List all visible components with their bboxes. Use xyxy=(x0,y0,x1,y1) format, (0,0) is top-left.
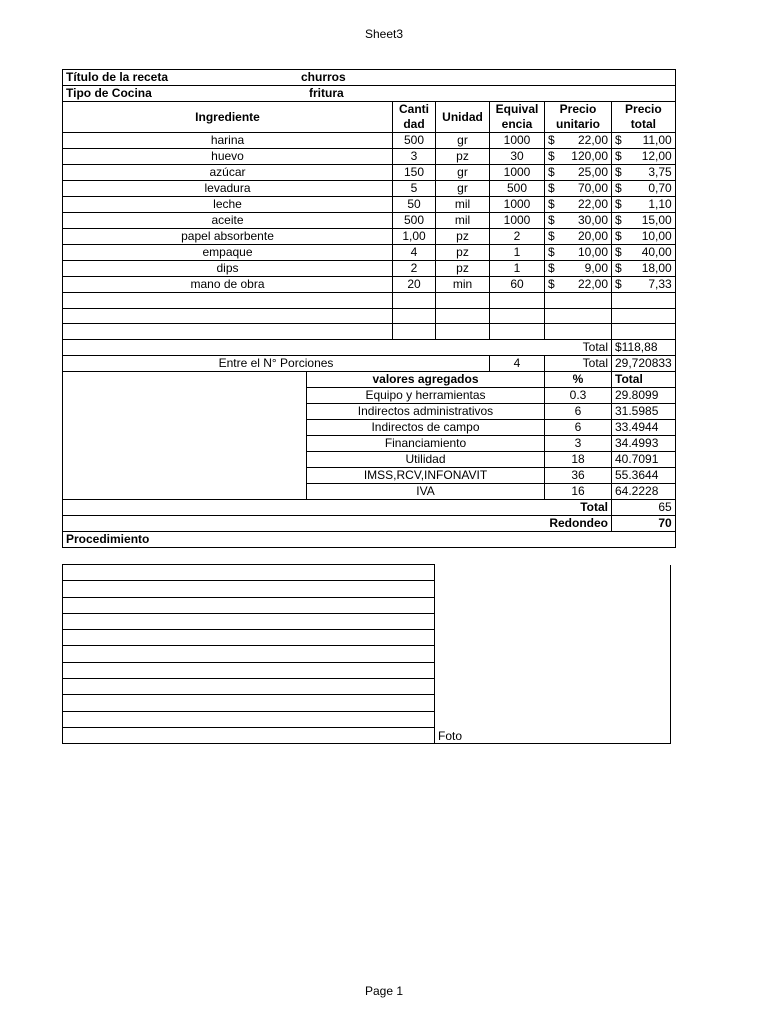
ingredient-equiv: 60 xyxy=(490,277,545,293)
col-header-cantidad: Canti dad xyxy=(393,102,436,133)
ingredient-total-price: $ 18,00 xyxy=(612,261,676,277)
ingredient-name: harina xyxy=(63,133,393,149)
ingredient-qty: 3 xyxy=(393,149,436,165)
portions-row xyxy=(63,355,676,371)
ingredient-equiv: 1 xyxy=(490,245,545,261)
procedure-section xyxy=(62,564,671,744)
added-value-total: 34.4993 xyxy=(612,435,676,451)
empty-row xyxy=(63,293,676,309)
ingredient-unit: gr xyxy=(436,165,490,181)
ingredient-unit-price: $ 22,00 xyxy=(545,133,612,149)
added-value-percent: 3 xyxy=(545,435,612,451)
recipe-title-label: Título de la receta xyxy=(66,70,169,84)
ingredient-unit-price: $ 30,00 xyxy=(545,213,612,229)
added-values-total-header: Total xyxy=(612,371,676,387)
added-value-label: Financiamiento xyxy=(307,435,545,451)
added-value-total: 64.2228 xyxy=(612,483,676,499)
ingredient-qty: 1,00 xyxy=(393,229,436,245)
ingredient-equiv: 1000 xyxy=(490,165,545,181)
ingredient-row xyxy=(63,245,676,261)
cuisine-type-label: Tipo de Cocina xyxy=(66,86,152,100)
ingredient-total-price: $ 11,00 xyxy=(612,133,676,149)
page-number: Page 1 xyxy=(364,984,404,998)
portions-value: 4 xyxy=(490,355,545,371)
recipe-title-value: churros xyxy=(301,70,346,84)
ingredient-unit-price: $ 9,00 xyxy=(545,261,612,277)
ingredient-name: mano de obra xyxy=(63,277,393,293)
ingredient-unit-price: $ 120,00 xyxy=(545,149,612,165)
ingredient-name: leche xyxy=(63,197,393,213)
subtotal-row xyxy=(63,339,676,355)
ingredient-unit: pz xyxy=(436,229,490,245)
ingredient-name: papel absorbente xyxy=(63,229,393,245)
procedure-title: Procedimiento xyxy=(63,531,676,547)
subtotal-label: Total xyxy=(63,339,612,355)
ingredient-qty: 20 xyxy=(393,277,436,293)
ingredient-unit-price: $ 22,00 xyxy=(545,197,612,213)
added-value-total: 55.3644 xyxy=(612,467,676,483)
added-value-total: 33.4944 xyxy=(612,419,676,435)
ingredient-unit: mil xyxy=(436,197,490,213)
ingredient-name: huevo xyxy=(63,149,393,165)
ingredient-equiv: 1 xyxy=(490,261,545,277)
col-header-precio-total: Precio total xyxy=(612,102,676,133)
ingredient-qty: 500 xyxy=(393,133,436,149)
added-value-label: Utilidad xyxy=(307,451,545,467)
photo-label: Foto xyxy=(438,729,463,744)
ingredient-name: levadura xyxy=(63,181,393,197)
ingredient-row xyxy=(63,213,676,229)
added-values-header-row xyxy=(63,371,676,387)
ingredient-unit: pz xyxy=(436,261,490,277)
ingredient-total-price: $ 40,00 xyxy=(612,245,676,261)
ingredient-unit-price: $ 70,00 xyxy=(545,181,612,197)
ingredient-qty: 50 xyxy=(393,197,436,213)
added-values-blank xyxy=(63,371,307,499)
added-value-total: 31.5985 xyxy=(612,403,676,419)
ingredient-unit: gr xyxy=(436,133,490,149)
added-values-percent-header: % xyxy=(545,371,612,387)
ingredient-unit-price: $ 22,00 xyxy=(545,277,612,293)
added-values-header: valores agregados xyxy=(307,371,545,387)
ingredient-row xyxy=(63,165,676,181)
ingredient-name: dips xyxy=(63,261,393,277)
rounded-total-label: Redondeo xyxy=(63,515,612,531)
col-header-ingrediente: Ingrediente xyxy=(63,102,393,133)
ingredient-equiv: 2 xyxy=(490,229,545,245)
ingredient-unit: pz xyxy=(436,149,490,165)
ingredient-total-price: $ 15,00 xyxy=(612,213,676,229)
added-value-percent: 6 xyxy=(545,419,612,435)
added-value-percent: 0.3 xyxy=(545,387,612,403)
added-value-label: IVA xyxy=(307,483,545,499)
added-value-label: IMSS,RCV,INFONAVIT xyxy=(307,467,545,483)
portions-total-value: 29,720833 xyxy=(612,355,676,371)
recipe-cost-table xyxy=(62,69,676,548)
ingredient-qty: 5 xyxy=(393,181,436,197)
ingredient-row xyxy=(63,261,676,277)
ingredient-unit: min xyxy=(436,277,490,293)
subtotal-value: $118,88 xyxy=(612,339,676,355)
ingredient-total-price: $ 12,00 xyxy=(612,149,676,165)
ingredient-name: aceite xyxy=(63,213,393,229)
ingredient-qty: 500 xyxy=(393,213,436,229)
added-value-percent: 6 xyxy=(545,403,612,419)
added-value-total: 40.7091 xyxy=(612,451,676,467)
ingredient-unit: gr xyxy=(436,181,490,197)
ingredient-name: empaque xyxy=(63,245,393,261)
final-total-row xyxy=(63,499,676,515)
added-value-percent: 36 xyxy=(545,467,612,483)
final-total-label: Total xyxy=(63,499,612,515)
portions-label: Entre el N° Porciones xyxy=(63,355,490,371)
added-value-label: Indirectos administrativos xyxy=(307,403,545,419)
photo-area xyxy=(435,565,671,744)
rounded-total-value: 70 xyxy=(612,515,676,531)
procedure-title-row xyxy=(63,531,676,547)
empty-row xyxy=(63,308,676,324)
ingredient-unit: pz xyxy=(436,245,490,261)
ingredient-unit-price: $ 20,00 xyxy=(545,229,612,245)
added-value-percent: 16 xyxy=(545,483,612,499)
ingredient-qty: 4 xyxy=(393,245,436,261)
col-header-unidad: Unidad xyxy=(436,102,490,133)
ingredient-total-price: $ 3,75 xyxy=(612,165,676,181)
ingredient-row xyxy=(63,197,676,213)
added-value-label: Indirectos de campo xyxy=(307,419,545,435)
recipe-title-row xyxy=(63,70,676,86)
ingredient-row xyxy=(63,149,676,165)
ingredient-row xyxy=(63,181,676,197)
empty-row xyxy=(63,324,676,340)
added-value-percent: 18 xyxy=(545,451,612,467)
ingredient-row xyxy=(63,277,676,293)
ingredient-total-price: $ 7,33 xyxy=(612,277,676,293)
col-header-precio-unitario: Precio unitario xyxy=(545,102,612,133)
added-value-total: 29.8099 xyxy=(612,387,676,403)
ingredient-qty: 150 xyxy=(393,165,436,181)
ingredient-total-price: $ 1,10 xyxy=(612,197,676,213)
portions-total-label: Total xyxy=(545,355,612,371)
ingredient-equiv: 1000 xyxy=(490,133,545,149)
ingredient-equiv: 1000 xyxy=(490,197,545,213)
column-header-row xyxy=(63,102,676,133)
ingredient-equiv: 500 xyxy=(490,181,545,197)
ingredient-name: azúcar xyxy=(63,165,393,181)
sheet-name: Sheet3 xyxy=(364,27,404,41)
col-header-equivalencia: Equival encia xyxy=(490,102,545,133)
ingredient-equiv: 30 xyxy=(490,149,545,165)
ingredient-equiv: 1000 xyxy=(490,213,545,229)
cuisine-type-value: fritura xyxy=(309,86,344,100)
ingredient-total-price: $ 0,70 xyxy=(612,181,676,197)
procedure-line xyxy=(63,565,671,581)
ingredient-unit-price: $ 10,00 xyxy=(545,245,612,261)
ingredient-qty: 2 xyxy=(393,261,436,277)
ingredient-total-price: $ 10,00 xyxy=(612,229,676,245)
cuisine-type-row xyxy=(63,86,676,102)
ingredient-row xyxy=(63,133,676,149)
rounded-total-row xyxy=(63,515,676,531)
ingredient-unit-price: $ 25,00 xyxy=(545,165,612,181)
ingredient-unit: mil xyxy=(436,213,490,229)
added-value-label: Equipo y herramientas xyxy=(307,387,545,403)
final-total-value: 65 xyxy=(612,499,676,515)
ingredient-row xyxy=(63,229,676,245)
